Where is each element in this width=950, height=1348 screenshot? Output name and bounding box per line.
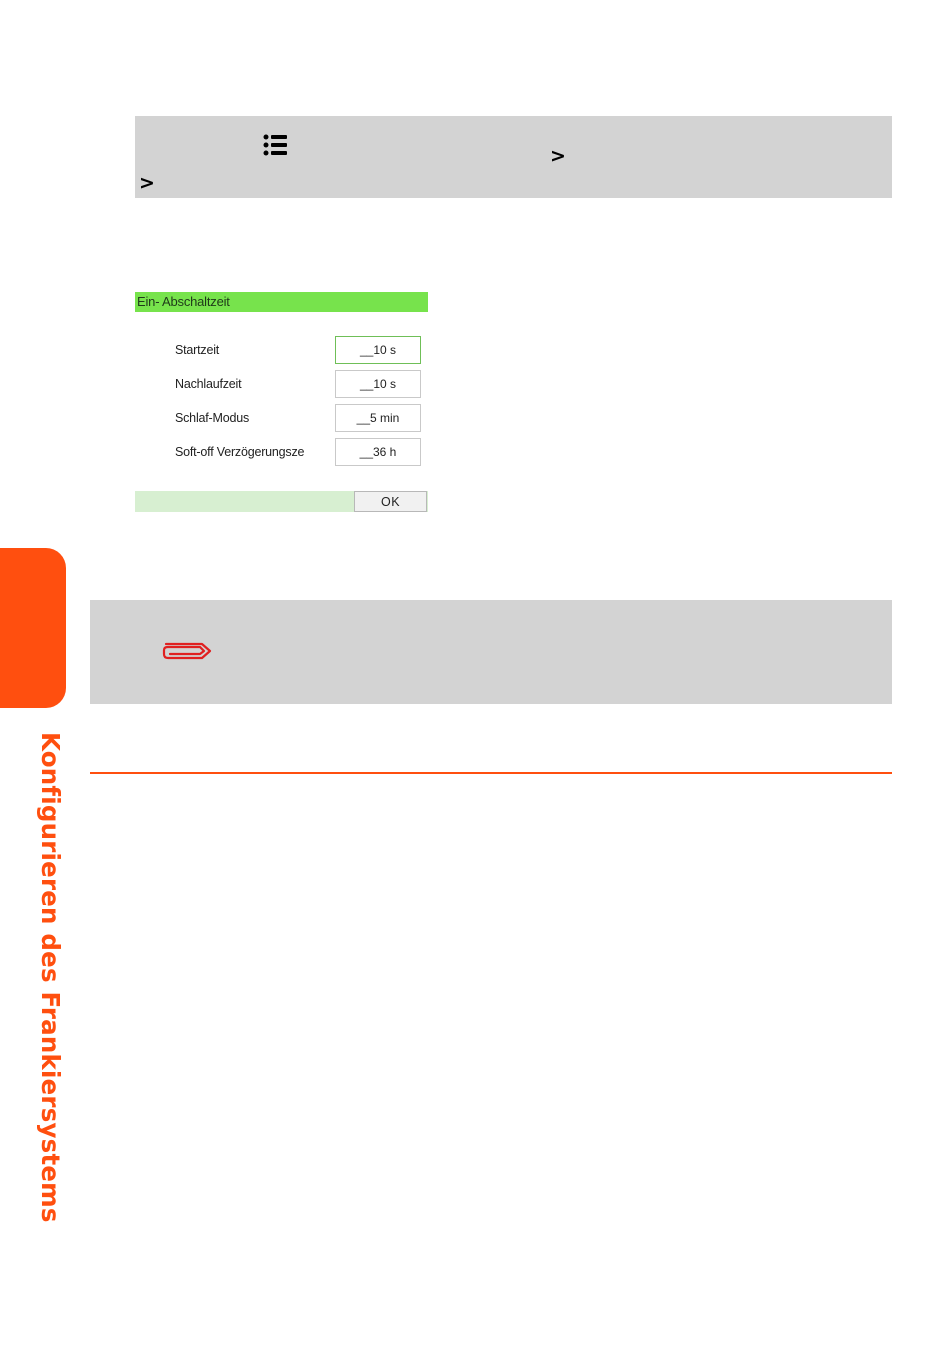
soft-off-label: Soft-off Verzögerungsze <box>175 445 305 459</box>
chapter-title: Konfigurieren des Frankiersystems <box>36 732 65 1223</box>
list-menu-icon <box>263 134 287 156</box>
device-screen <box>135 292 428 512</box>
nachlaufzeit-field[interactable]: __10 s <box>335 370 421 398</box>
soft-off-field[interactable]: __36 h <box>335 438 421 466</box>
screen-title: Ein- Abschaltzeit <box>135 292 428 312</box>
ok-button[interactable]: OK <box>354 491 427 512</box>
path-separator: > <box>139 172 155 194</box>
startzeit-field[interactable]: __10 s <box>335 336 421 364</box>
note-box <box>90 600 892 704</box>
path-separator: > <box>550 145 566 167</box>
paperclip-icon <box>162 640 214 662</box>
startzeit-label: Startzeit <box>175 343 220 357</box>
section-divider <box>90 772 892 774</box>
navigation-path-box <box>135 116 892 198</box>
schlaf-modus-field[interactable]: __5 min <box>335 404 421 432</box>
chapter-tab <box>0 548 66 708</box>
nachlaufzeit-label: Nachlaufzeit <box>175 377 242 391</box>
schlaf-modus-label: Schlaf-Modus <box>175 411 250 425</box>
